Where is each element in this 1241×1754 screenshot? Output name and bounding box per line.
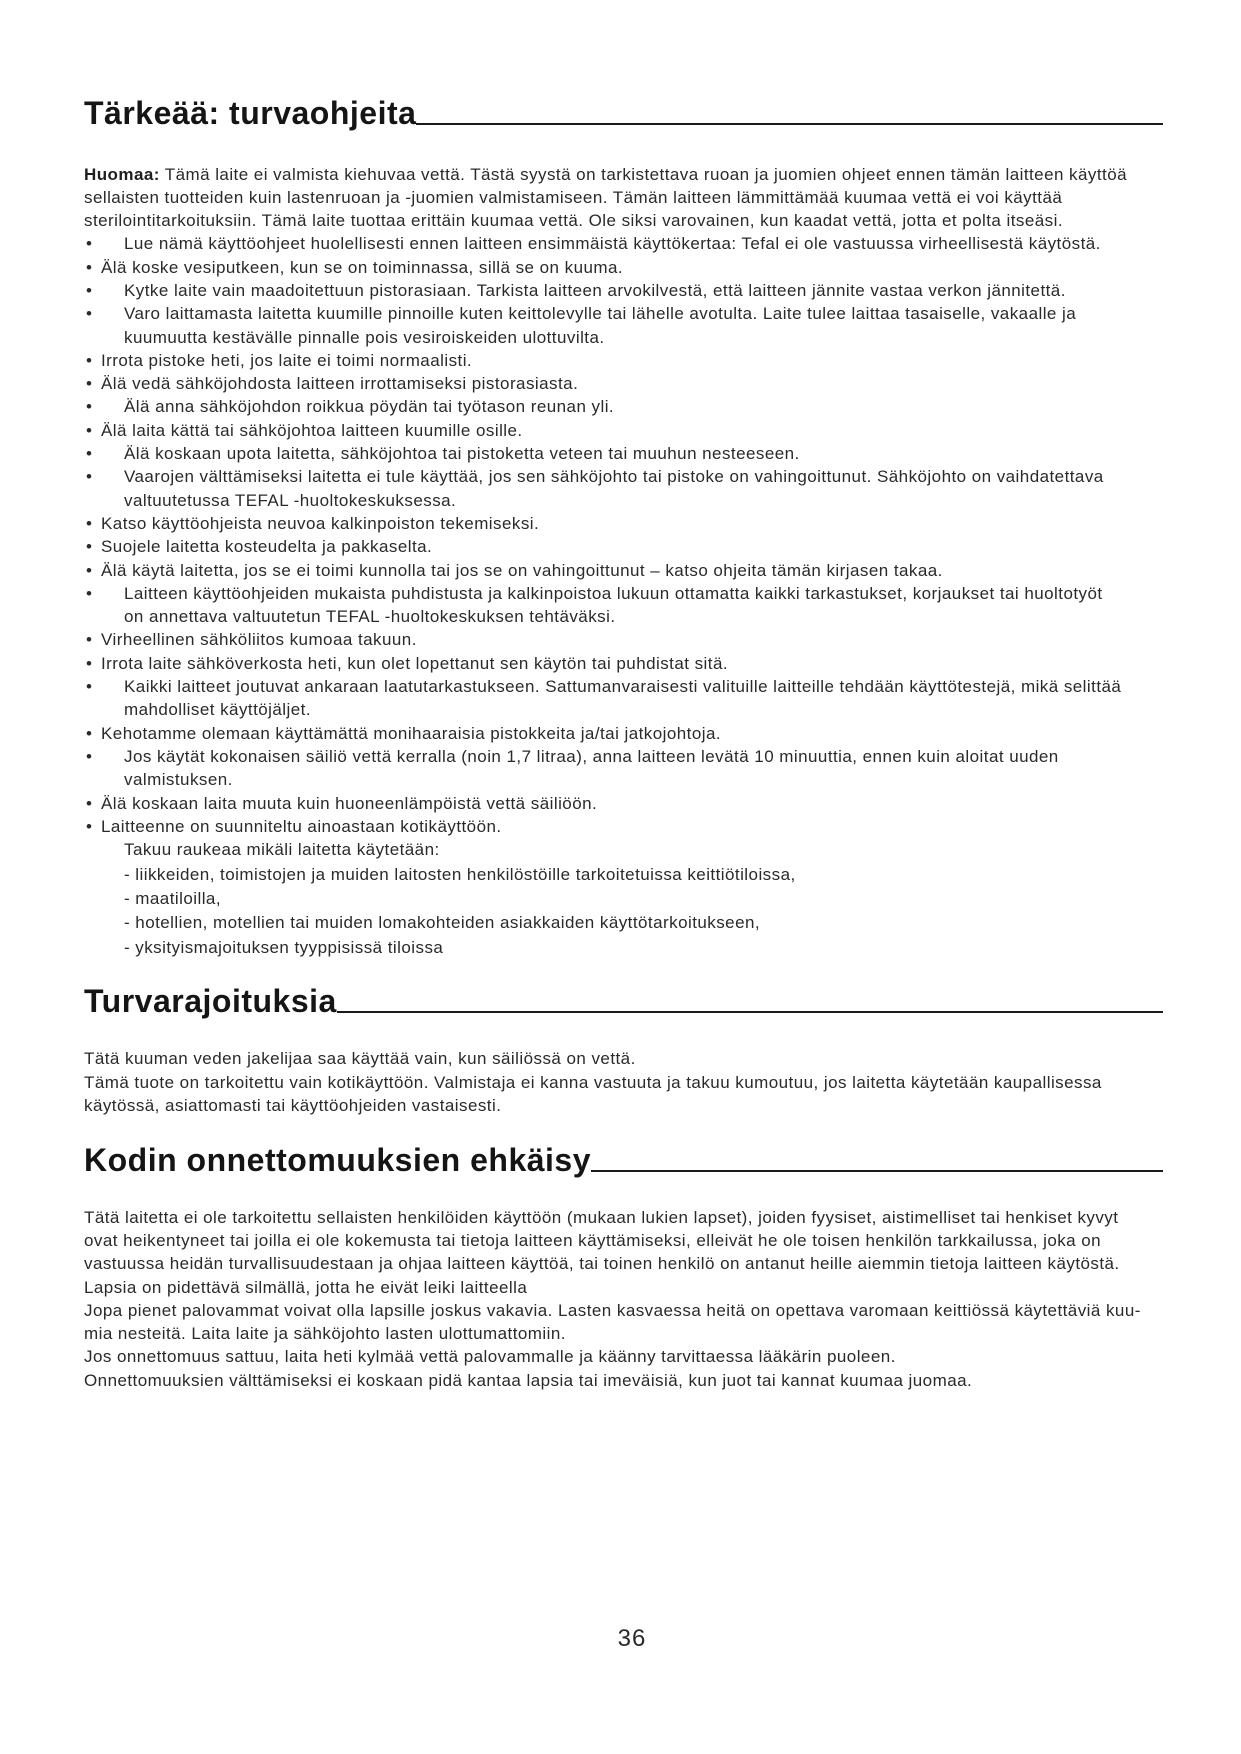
bullet-marker: • — [86, 304, 93, 324]
item-text-line: Suojele laitetta kosteudelta ja pakkaselta. — [101, 537, 433, 557]
list-item — [84, 559, 1164, 582]
bullet-marker: • — [86, 816, 93, 836]
item-text-line: Älä vedä sähköjohdosta laitteen irrottamiseksi pistorasiasta. — [101, 374, 579, 394]
bullet-marker: • — [86, 630, 93, 650]
item-text-line: Kehotamme olemaan käyttämättä monihaaraisia pistokkeita ja/tai jatkojohtoja. — [101, 723, 722, 743]
text-line: Jopa pienet palovammat voivat olla lapsille joskus vakavia. Lasten kasvaessa heitä on opettava varomaan keittiössä käytettäviä kuu- — [84, 1300, 1141, 1320]
list-item — [84, 442, 1164, 465]
item-text-line: kuumuutta kestävälle pinnalle pois vesiroiskeiden ulottuvilta. — [124, 327, 605, 347]
list-item — [84, 792, 1164, 815]
text-line: vastuussa heidän turvallisuudestaan ja ohjaa laitteen käyttöä, tai toinen henkilö on antanut heille aiemmin tietoja laitteen käytöstä. — [84, 1254, 1120, 1274]
warranty-case: - yksityismajoituksen tyyppisissä tiloissa — [124, 937, 444, 957]
item-text-line: Älä käytä laitetta, jos se ei toimi kunnolla tai jos se on vahingoittunut – katso ohjeita tämän kirjasen takaa. — [101, 560, 943, 580]
warranty-case: - maatiloilla, — [124, 888, 221, 908]
section-heading-safety-restrictions — [84, 983, 1163, 1019]
bullet-marker: • — [86, 653, 93, 673]
list-item — [84, 582, 1164, 629]
item-text-line: Irrota laite sähköverkosta heti, kun olet lopettanut sen käytön tai puhdistat sitä. — [101, 653, 729, 673]
bullet-marker: • — [86, 723, 93, 743]
list-item — [84, 535, 1164, 558]
text-line: Tämä tuote on tarkoitettu vain kotikäyttöön. Valmistaja ei kanna vastuuta ja takuu kumoutuu, jos laitetta käytetään kaupallisessa — [84, 1072, 1102, 1092]
item-text-line: Älä koskaan laita muuta kuin huoneenlämpöistä vettä säiliöön. — [101, 793, 598, 813]
list-item — [84, 419, 1164, 442]
section-title: Turvarajoituksia — [84, 982, 337, 1019]
section-heading-accident-prevention — [84, 1142, 1163, 1178]
page-number: 36 — [617, 1624, 647, 1652]
section-heading-safety-instructions — [84, 95, 1163, 131]
list-item — [84, 395, 1164, 418]
item-text-line: Älä koske vesiputkeen, kun se on toiminnassa, sillä se on kuuma. — [101, 257, 624, 277]
bullet-marker: • — [86, 234, 93, 254]
text-line: sellaisten tuotteiden kuin lastenruoan ja -juomien valmistamiseen. Tämän laitteen lämmittämää kuumaa vettä ei voi käyttää — [84, 187, 1063, 207]
section-title: Tärkeää: turvaohjeita — [84, 94, 417, 131]
item-text-line: mahdolliset käyttöjäljet. — [124, 700, 312, 720]
bullet-marker: • — [86, 793, 93, 813]
note-label: Huomaa: — [84, 164, 160, 184]
list-item — [84, 652, 1164, 675]
item-text-line: on annettava valtuutetun TEFAL -huoltokeskuksen tehtäväksi. — [124, 607, 616, 627]
list-item — [84, 232, 1164, 255]
list-item — [84, 745, 1164, 792]
bullet-marker: • — [86, 537, 93, 557]
text-line: Jos onnettomuus sattuu, laita heti kylmää vettä palovammalle ja käänny tarvittaessa lääkärin puoleen. — [84, 1347, 896, 1367]
list-item — [84, 675, 1164, 722]
bullet-marker: • — [86, 280, 93, 300]
text-line: Tätä laitetta ei ole tarkoitettu sellaisten henkilöiden käyttöön (mukaan lukien lapset), joiden fyysiset, aistimelliset tai henkiset kyvyt — [84, 1207, 1119, 1227]
text-line: mia nesteitä. Laita laite ja sähköjohto lasten ulottumattomiin. — [84, 1324, 566, 1344]
item-text-line: Laitteenne on suunniteltu ainoastaan kotikäyttöön. — [101, 816, 502, 836]
warranty-lead: Takuu raukeaa mikäli laitetta käytetään: — [124, 840, 440, 860]
heading-underline — [416, 123, 1163, 125]
text-line — [84, 163, 1164, 186]
item-text-line: Älä laita kättä tai sähköjohtoa laitteen kuumille osille. — [101, 420, 523, 440]
list-item — [84, 465, 1164, 512]
list-item — [84, 512, 1164, 535]
bullet-marker: • — [86, 444, 93, 464]
item-text-line: Vaarojen välttämiseksi laitetta ei tule käyttää, jos sen sähköjohto tai pistoke on vahingoittunut. Sähköjohto on vaihdatettava — [124, 467, 1104, 487]
item-text-line: Älä anna sähköjohdon roikkua pöydän tai työtason reunan yli. — [124, 397, 615, 417]
section-title: Kodin onnettomuuksien ehkäisy — [84, 1142, 592, 1178]
list-item — [84, 722, 1164, 745]
warranty-exclusions — [84, 838, 1164, 960]
item-text-line: Kaikki laitteet joutuvat ankaraan laatutarkastukseen. Sattumanvaraisesti valituille laitteille tehdään käyttötestejä, mikä selittää — [124, 677, 1122, 697]
text-line: sterilointitarkoituksiin. Tämä laite tuottaa erittäin kuumaa vettä. Ole siksi varovainen, kun kaadat vettä, jotta et polta itseäsi. — [84, 211, 1063, 231]
item-text-line: Kytke laite vain maadoitettuun pistorasiaan. Tarkista laitteen arvokilvestä, että laitteen jännite vastaa verkon jännitettä. — [124, 280, 1066, 300]
text-line: Lapsia on pidettävä silmällä, jotta he eivät leiki laitteella — [84, 1277, 528, 1297]
list-item — [84, 815, 1164, 838]
bullet-marker: • — [86, 467, 93, 487]
item-text-line: Lue nämä käyttöohjeet huolellisesti ennen laitteen ensimmäistä käyttökertaa: Tefal ei ole vastuussa virheellisestä käytöstä. — [124, 234, 1101, 254]
note-paragraph — [84, 163, 1164, 233]
heading-underline — [337, 1011, 1163, 1013]
list-item — [84, 628, 1164, 651]
text-line: käytössä, asiattomasti tai käyttöohjeiden vastaisesti. — [84, 1096, 502, 1116]
text-line: Onnettomuuksien välttämiseksi ei koskaan pidä kantaa lapsia tai imeväisiä, kun juot tai kannat kuumaa juomaa. — [84, 1370, 973, 1390]
item-text-line: Laitteen käyttöohjeiden mukaista puhdistusta ja kalkinpoistoa lukuun ottamatta kaikki tarkastukset, korjaukset tai huoltotyöt — [124, 583, 1103, 603]
list-item — [84, 279, 1164, 302]
list-item — [84, 256, 1164, 279]
heading-underline — [591, 1170, 1163, 1172]
bullet-marker: • — [86, 374, 93, 394]
bullet-marker: • — [86, 397, 93, 417]
item-text-line: valtuutetussa TEFAL -huoltokeskuksessa. — [124, 490, 457, 510]
list-item — [84, 372, 1164, 395]
item-text-line: Varo laittamasta laitetta kuumille pinnoille kuten keittolevylle tai lähelle avotulta. Laite tulee laittaa tasaiselle, vakaalle ja — [124, 304, 1077, 324]
item-text-line: Älä koskaan upota laitetta, sähköjohtoa tai pistoketta veteen tai muuhun nesteeseen. — [124, 444, 800, 464]
bullet-marker: • — [86, 746, 93, 766]
bullet-marker: • — [86, 560, 93, 580]
bullet-marker: • — [86, 513, 93, 533]
warranty-case: - liikkeiden, toimistojen ja muiden laitosten henkilöstöille tarkoitetuissa keittiötiloissa, — [124, 864, 796, 884]
bullet-marker: • — [86, 350, 93, 370]
bullet-marker: • — [86, 420, 93, 440]
item-text-line: valmistuksen. — [124, 770, 233, 790]
safety-list — [84, 232, 1164, 838]
safety-restrictions-body — [84, 1047, 1164, 1118]
item-text-line: Jos käytät kokonaisen säiliö vettä kerralla (noin 1,7 litraa), anna laitteen levätä 10 minuuttia, ennen kuin aloitat uuden — [124, 746, 1059, 766]
text-line: Tätä kuuman veden jakelijaa saa käyttää vain, kun säiliössä on vettä. — [84, 1049, 636, 1069]
item-text-line: Katso käyttöohjeista neuvoa kalkinpoiston tekemiseksi. — [101, 513, 540, 533]
list-item — [84, 349, 1164, 372]
bullet-marker: • — [86, 257, 93, 277]
note-text: Tämä laite ei valmista kiehuvaa vettä. Tästä syystä on tarkistettava ruoan ja juomien ohjeet ennen tämän laitteen käyttöä — [164, 164, 1128, 184]
item-text-line: Virheellinen sähköliitos kumoaa takuun. — [101, 630, 417, 650]
bullet-marker: • — [86, 677, 93, 697]
accident-prevention-body — [84, 1206, 1164, 1392]
list-item — [84, 302, 1164, 349]
item-text-line: Irrota pistoke heti, jos laite ei toimi normaalisti. — [101, 350, 473, 370]
bullet-marker: • — [86, 583, 93, 603]
text-line: ovat heikentyneet tai joilla ei ole kokemusta tai tietoja laitteen käyttämiseksi, elleivät he ole toisen henkilön tarkkailussa, joka on — [84, 1230, 1102, 1250]
safety-instructions-body — [84, 163, 1164, 961]
warranty-case: - hotellien, motellien tai muiden lomakohteiden asiakkaiden käyttötarkoitukseen, — [124, 913, 761, 933]
